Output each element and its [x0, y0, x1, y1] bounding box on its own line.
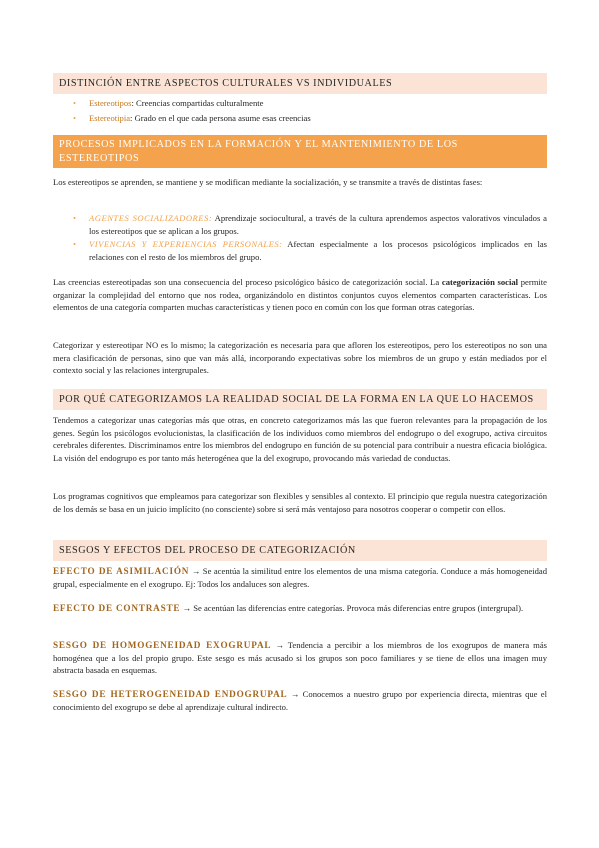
section-heading-biases: SESGOS Y EFECTOS DEL PROCESO DE CATEGORIZACIÓN	[53, 540, 547, 561]
bias-term: SESGO DE HETEROGENEIDAD ENDOGRUPAL	[53, 689, 288, 699]
section-heading-cultural-vs-individual: DISTINCIÓN ENTRE ASPECTOS CULTURALES VS INDIVIDUALES	[53, 73, 547, 94]
bullet-list-cultural	[53, 97, 547, 124]
list-item	[53, 97, 547, 110]
term: Estereotipos	[89, 98, 132, 108]
term: AGENTES SOCIALIZADORES:	[89, 213, 213, 223]
definition: Afectan especialmente a los procesos psicológicos implicados en las relaciones con el resto de los miembros del grupo.	[89, 239, 547, 262]
section-heading-why-categorize: POR QUÉ CATEGORIZAMOS LA REALIDAD SOCIAL DE LA FORMA EN LA QUE LO HACEMOS	[53, 389, 547, 410]
definition: : Grado en el que cada persona asume esas creencias	[130, 112, 311, 123]
definition: : Creencias compartidas culturalmente	[131, 98, 264, 108]
bullet-icon: •	[73, 112, 77, 123]
bias-term: SESGO DE HOMOGENEIDAD EXOGRUPAL	[53, 640, 272, 650]
section-heading-processes: PROCESOS IMPLICADOS EN LA FORMACIÓN Y EL MANTENIMIENTO DE LOS ESTEREOTIPOS	[53, 135, 547, 168]
bullet-icon: •	[73, 239, 77, 250]
bullet-icon: •	[73, 213, 77, 223]
bias-outgroup-homogeneity: SESGO DE HOMOGENEIDAD EXOGRUPAL → Tendencia a percibir a los miembros de los exogrupos de manera más homogénea que a los del propio grupo. Este sesgo es más acusado si los grupos son poco familiares y se tiene de ellos una imagen muy abstracta basada en esquemas.	[53, 640, 547, 676]
bullet-icon: •	[73, 98, 77, 108]
paragraph-evolution: Tendemos a categorizar unas categorías más que otras, en concreto categorizamos más las que fueron relevantes para la propagación de los genes. Según los psicólogos evolucionistas, la clasificación de los individuos como miembros del endogrupo o del exogrupo, activa circuitos cerebrales diferentes. Discriminamos entre los miembros del endogrupo en función de su potencial para contribuir a nuestra eficacia biológica. La visión del endogrupo es por tanto más heterogénea que la del exogrupo, provocando más variedad de conductas.	[53, 415, 547, 463]
bias-term: EFECTO DE ASIMILACIÓN	[53, 566, 190, 576]
paragraph-intro: Los estereotipos se aprenden, se mantiene y se modifican mediante la socialización, y se transmite a través de distintas fases:	[53, 177, 483, 187]
paragraph-categorization: Las creencias estereotipadas son una consecuencia del proceso psicológico básico de categorización social. La categorización social permite organizar la complejidad del entorno que nos rodea, organizándolo en distintos conjuntos cuyos elementos comparten características. Los elementos de una categoría comparten muchas características y tienen poco en común con los que forman otras categorías.	[53, 277, 547, 313]
list-item	[53, 238, 547, 263]
bias-term: EFECTO DE CONTRASTE	[53, 603, 181, 613]
term: Estereotipia	[89, 112, 131, 123]
bias-assimilation: EFECTO DE ASIMILACIÓN → Se acentúa la similitud entre los elementos de una misma categoría. Conduce a más homogeneidad grupal, especialmente en el exogrupo. Ej: Todos los andaluces son alegres.	[53, 566, 547, 589]
term: VIVENCIAS Y EXPERIENCIAS PERSONALES:	[89, 239, 283, 250]
paragraph-cognitive-programs: Los programas cognitivos que empleamos para categorizar son flexibles y sensibles al contexto. El principio que regula nuestra categorización de los demás se basa en un juicio implícito (no consciente) sobre si será más ventajoso para nosotros cooperar o competir con ellos.	[53, 491, 547, 514]
list-item	[53, 212, 547, 237]
definition: Aprendizaje sociocultural, a través de la cultura aprendemos aspectos valorativos vinculados a los estereotipos que se aplican a los grupos.	[89, 213, 547, 236]
bias-contrast: EFECTO DE CONTRASTE → Se acentúan las diferencias entre categorías. Provoca más diferencias entre grupos (intergrupal).	[53, 603, 524, 613]
bullet-list-phases	[53, 212, 547, 263]
list-item	[53, 112, 547, 125]
bias-ingroup-heterogeneity: SESGO DE HETEROGENEIDAD ENDOGRUPAL → Conocemos a nuestro grupo por experiencia directa, mientras que el conocimiento del exogrupo se debe al aprendizaje cultural indirecto.	[53, 689, 547, 712]
paragraph-categorize-vs-stereotype: Categorizar y estereotipar NO es lo mismo; la categorización es necesaria para que afloren los estereotipos, pero los estereotipos no son una mera clasificación de personas, sino que van más allá, incorporando expectativas sobre los miembros de un grupo y están mediados por el contexto social y las relaciones intergrupales.	[53, 340, 547, 376]
bold-term: categorización social	[441, 277, 519, 287]
